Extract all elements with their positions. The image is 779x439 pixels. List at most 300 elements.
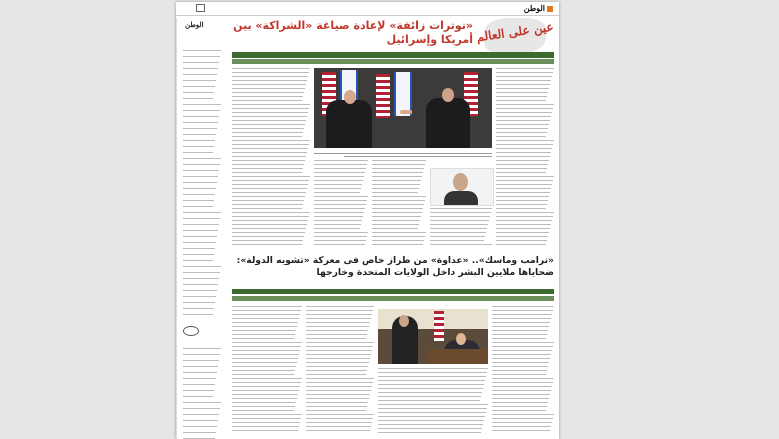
text-line bbox=[232, 120, 306, 121]
text-line bbox=[496, 144, 553, 145]
text-line bbox=[232, 100, 302, 101]
text-line bbox=[314, 192, 360, 193]
text-line bbox=[232, 180, 309, 181]
text-line bbox=[183, 278, 219, 279]
text-line bbox=[232, 330, 296, 331]
text-line bbox=[306, 394, 370, 395]
text-line bbox=[306, 378, 374, 379]
text-line bbox=[372, 188, 419, 189]
text-line bbox=[372, 224, 419, 225]
text-line bbox=[492, 338, 546, 339]
text-line bbox=[496, 88, 549, 89]
text-line bbox=[496, 172, 546, 173]
text-line bbox=[372, 220, 420, 221]
text-line bbox=[232, 326, 297, 327]
text-line bbox=[183, 314, 213, 315]
text-line bbox=[232, 232, 305, 233]
text-line bbox=[183, 122, 218, 123]
text-line bbox=[232, 164, 304, 165]
text-line bbox=[232, 96, 303, 97]
text-line bbox=[372, 204, 424, 205]
text-line bbox=[232, 104, 310, 105]
text-line bbox=[306, 346, 373, 347]
text-line bbox=[232, 342, 302, 343]
text-line bbox=[306, 410, 366, 411]
text-line bbox=[306, 374, 366, 375]
text-line bbox=[492, 394, 550, 395]
text-line bbox=[306, 430, 370, 431]
text-line bbox=[496, 180, 553, 181]
text-line bbox=[232, 418, 301, 419]
text-line bbox=[496, 68, 554, 69]
text-line bbox=[183, 236, 217, 237]
text-line bbox=[496, 168, 547, 169]
text-line bbox=[183, 420, 218, 421]
text-line bbox=[496, 164, 548, 165]
text-line bbox=[232, 204, 303, 205]
text-line bbox=[314, 224, 361, 225]
main-photo bbox=[314, 68, 492, 148]
text-line bbox=[496, 240, 547, 241]
text-line bbox=[314, 212, 364, 213]
text-line bbox=[492, 422, 552, 423]
text-line bbox=[306, 326, 369, 327]
text-line bbox=[492, 326, 549, 327]
text-line bbox=[496, 72, 553, 73]
text-line bbox=[378, 416, 485, 417]
text-line bbox=[372, 164, 425, 165]
text-line bbox=[306, 370, 367, 371]
text-line bbox=[496, 176, 554, 177]
text-line bbox=[378, 428, 482, 429]
text-line bbox=[496, 96, 547, 97]
person-seated-head bbox=[456, 333, 466, 345]
text-line bbox=[496, 128, 548, 129]
text-line bbox=[372, 228, 418, 229]
text-line bbox=[372, 168, 424, 169]
text-line bbox=[183, 290, 217, 291]
text-line bbox=[492, 322, 550, 323]
text-line bbox=[496, 192, 550, 193]
text-line bbox=[378, 424, 483, 425]
text-line bbox=[314, 204, 366, 205]
text-line bbox=[232, 68, 310, 69]
second-headline: «ترامب وماسك».. «عداوة» من طراز خاص فى معركة «تشويه الدولة»: ضحاياها ملايين البشر داخل الولايات المتحدة وخارجها bbox=[236, 255, 554, 278]
text-line bbox=[378, 384, 484, 385]
text-line bbox=[372, 184, 420, 185]
text-line bbox=[183, 152, 213, 153]
us-flag-icon-4 bbox=[434, 311, 444, 341]
text-line bbox=[306, 398, 369, 399]
text-line bbox=[496, 204, 547, 205]
text-line bbox=[232, 184, 308, 185]
text-line bbox=[496, 136, 546, 137]
text-line bbox=[183, 426, 217, 427]
text-line bbox=[492, 398, 549, 399]
text-line bbox=[183, 366, 218, 367]
text-line bbox=[306, 406, 367, 407]
text-line bbox=[306, 382, 373, 383]
text-line bbox=[232, 334, 295, 335]
author-photo bbox=[430, 168, 494, 206]
text-line bbox=[232, 88, 305, 89]
header-page-icon bbox=[196, 4, 205, 12]
page-header bbox=[176, 2, 559, 16]
text-line bbox=[378, 368, 488, 369]
text-line bbox=[306, 338, 366, 339]
text-line bbox=[306, 402, 368, 403]
text-line bbox=[430, 228, 487, 229]
text-line bbox=[183, 414, 219, 415]
text-line bbox=[232, 212, 310, 213]
text-line bbox=[183, 194, 215, 195]
text-line bbox=[183, 68, 218, 69]
text-line bbox=[183, 158, 221, 159]
text-line bbox=[183, 212, 221, 213]
text-line bbox=[232, 378, 302, 379]
text-line bbox=[492, 386, 552, 387]
text-line bbox=[314, 240, 366, 241]
text-line bbox=[496, 184, 552, 185]
text-line bbox=[232, 402, 296, 403]
text-line bbox=[232, 208, 302, 209]
text-line bbox=[496, 160, 549, 161]
second-photo bbox=[378, 309, 488, 364]
text-line bbox=[232, 236, 304, 237]
text-line bbox=[372, 208, 423, 209]
text-line bbox=[183, 140, 215, 141]
text-line bbox=[232, 240, 303, 241]
text-line bbox=[232, 314, 300, 315]
text-line bbox=[232, 374, 294, 375]
text-line bbox=[232, 200, 304, 201]
text-line bbox=[496, 112, 552, 113]
text-line bbox=[183, 308, 214, 309]
text-line bbox=[232, 72, 309, 73]
second-deck-band-2 bbox=[232, 296, 554, 301]
text-line bbox=[378, 372, 487, 373]
text-line bbox=[496, 232, 549, 233]
person-left bbox=[326, 100, 372, 148]
side-column bbox=[176, 18, 227, 439]
text-line bbox=[496, 228, 550, 229]
text-line bbox=[496, 244, 546, 245]
text-line bbox=[496, 208, 546, 209]
text-line bbox=[183, 432, 216, 433]
main-deck-band bbox=[232, 52, 554, 58]
text-line bbox=[183, 134, 216, 135]
text-line bbox=[430, 208, 492, 209]
text-line bbox=[492, 366, 548, 367]
text-line bbox=[430, 244, 492, 245]
text-line bbox=[492, 418, 553, 419]
text-line bbox=[183, 200, 214, 201]
text-line bbox=[183, 348, 221, 349]
text-line bbox=[492, 402, 548, 403]
text-line bbox=[232, 386, 300, 387]
text-line bbox=[183, 272, 220, 273]
text-line bbox=[372, 212, 422, 213]
text-line bbox=[232, 108, 309, 109]
text-line bbox=[314, 196, 368, 197]
text-line bbox=[306, 354, 371, 355]
text-line bbox=[232, 152, 307, 153]
text-line bbox=[496, 120, 550, 121]
text-line bbox=[232, 310, 301, 311]
text-line bbox=[496, 216, 553, 217]
text-line bbox=[306, 310, 373, 311]
text-line bbox=[183, 110, 220, 111]
text-line bbox=[372, 216, 421, 217]
text-line bbox=[183, 176, 218, 177]
text-line bbox=[496, 196, 549, 197]
text-line bbox=[372, 200, 425, 201]
text-line bbox=[314, 232, 368, 233]
text-line bbox=[306, 422, 372, 423]
text-line bbox=[232, 128, 304, 129]
text-line bbox=[492, 354, 551, 355]
text-line bbox=[372, 160, 426, 161]
text-line bbox=[496, 188, 551, 189]
text-line bbox=[306, 318, 371, 319]
text-line bbox=[372, 236, 425, 237]
text-line bbox=[183, 188, 216, 189]
author-photo-body bbox=[444, 191, 478, 206]
text-line bbox=[372, 176, 422, 177]
text-line bbox=[232, 220, 308, 221]
text-line bbox=[232, 144, 309, 145]
text-line bbox=[232, 422, 300, 423]
text-line bbox=[496, 104, 554, 105]
text-line bbox=[314, 168, 366, 169]
text-line bbox=[232, 366, 296, 367]
text-line bbox=[183, 378, 216, 379]
text-line bbox=[496, 108, 553, 109]
text-line bbox=[496, 152, 551, 153]
side-ad-logo-icon bbox=[183, 326, 199, 336]
text-line bbox=[496, 100, 546, 101]
text-line bbox=[183, 104, 221, 105]
text-line bbox=[183, 170, 219, 171]
text-line bbox=[232, 362, 297, 363]
text-line bbox=[183, 164, 220, 165]
text-line bbox=[183, 266, 221, 267]
text-line bbox=[314, 228, 360, 229]
text-line bbox=[306, 314, 372, 315]
text-line bbox=[232, 338, 294, 339]
author-photo-face bbox=[453, 173, 468, 191]
text-line bbox=[183, 182, 217, 183]
text-line bbox=[314, 184, 362, 185]
text-line bbox=[183, 296, 216, 297]
brand-logo-icon bbox=[547, 6, 553, 12]
text-line bbox=[492, 310, 553, 311]
text-line bbox=[496, 80, 551, 81]
text-line bbox=[372, 196, 426, 197]
text-line bbox=[372, 172, 423, 173]
text-line bbox=[183, 408, 220, 409]
text-line bbox=[232, 244, 302, 245]
text-line bbox=[306, 358, 370, 359]
text-line bbox=[232, 148, 308, 149]
text-line bbox=[378, 392, 482, 393]
text-line bbox=[306, 322, 370, 323]
text-line bbox=[232, 346, 301, 347]
text-line bbox=[372, 180, 421, 181]
text-line bbox=[232, 80, 307, 81]
text-line bbox=[232, 160, 305, 161]
text-line bbox=[306, 342, 374, 343]
text-line bbox=[232, 136, 302, 137]
text-line bbox=[232, 168, 303, 169]
main-headline: «توترات زائفة» لإعادة صياغة «الشراكة» بين أمريكا وإسرائيل bbox=[233, 19, 473, 46]
text-line bbox=[378, 404, 488, 405]
text-line bbox=[430, 220, 489, 221]
text-line bbox=[492, 306, 554, 307]
text-line bbox=[496, 92, 548, 93]
text-line bbox=[314, 244, 365, 245]
text-line bbox=[492, 406, 547, 407]
text-line bbox=[183, 62, 219, 63]
text-line bbox=[232, 406, 295, 407]
text-line bbox=[492, 374, 546, 375]
text-line bbox=[183, 360, 219, 361]
text-line bbox=[492, 390, 551, 391]
person-standing-head bbox=[399, 315, 409, 327]
text-line bbox=[496, 116, 551, 117]
text-line bbox=[496, 84, 550, 85]
text-line bbox=[430, 236, 485, 237]
text-line bbox=[314, 176, 364, 177]
text-line bbox=[183, 86, 215, 87]
side-logo: الوطن bbox=[185, 20, 204, 29]
text-line bbox=[232, 350, 300, 351]
text-line bbox=[306, 362, 369, 363]
text-line bbox=[492, 378, 554, 379]
text-line bbox=[430, 232, 486, 233]
text-line bbox=[306, 426, 371, 427]
text-line bbox=[232, 172, 302, 173]
text-line bbox=[183, 98, 213, 99]
text-line bbox=[183, 230, 218, 231]
text-line bbox=[232, 410, 294, 411]
text-line bbox=[496, 220, 552, 221]
text-line bbox=[183, 80, 216, 81]
text-line bbox=[496, 212, 554, 213]
text-line bbox=[183, 390, 214, 391]
text-line bbox=[232, 382, 301, 383]
text-line bbox=[306, 350, 372, 351]
text-line bbox=[183, 248, 215, 249]
text-line bbox=[306, 306, 374, 307]
text-line bbox=[232, 398, 297, 399]
text-line bbox=[306, 366, 368, 367]
text-line bbox=[183, 372, 217, 373]
text-line bbox=[232, 176, 310, 177]
text-line bbox=[183, 92, 214, 93]
text-line bbox=[492, 330, 548, 331]
text-line bbox=[232, 394, 298, 395]
text-line bbox=[496, 140, 554, 141]
text-line bbox=[378, 376, 486, 377]
text-line bbox=[492, 346, 553, 347]
text-line bbox=[232, 306, 302, 307]
text-line bbox=[496, 200, 548, 201]
text-line bbox=[372, 244, 423, 245]
text-line bbox=[314, 164, 367, 165]
section-name: عين على العالم bbox=[475, 19, 555, 45]
text-line bbox=[378, 400, 480, 401]
text-line bbox=[232, 92, 304, 93]
text-line bbox=[492, 314, 552, 315]
text-line bbox=[372, 192, 418, 193]
text-line bbox=[314, 200, 367, 201]
text-line bbox=[232, 318, 299, 319]
text-line bbox=[306, 418, 373, 419]
text-line bbox=[232, 124, 305, 125]
text-line bbox=[378, 432, 481, 433]
second-deck-band bbox=[232, 289, 554, 294]
text-line bbox=[492, 318, 551, 319]
text-line bbox=[183, 260, 213, 261]
text-line bbox=[306, 386, 372, 387]
text-line bbox=[232, 414, 302, 415]
text-line bbox=[183, 242, 216, 243]
text-line bbox=[372, 232, 426, 233]
text-line bbox=[232, 156, 306, 157]
text-line bbox=[183, 224, 219, 225]
text-line bbox=[183, 56, 220, 57]
person-right bbox=[426, 98, 470, 148]
text-line bbox=[183, 302, 215, 303]
text-line bbox=[378, 412, 486, 413]
text-line bbox=[232, 112, 308, 113]
text-line bbox=[232, 228, 306, 229]
text-line bbox=[183, 254, 214, 255]
text-line bbox=[232, 322, 298, 323]
text-line bbox=[496, 156, 550, 157]
text-line bbox=[496, 236, 548, 237]
text-line bbox=[492, 370, 547, 371]
person-right-head bbox=[442, 88, 454, 102]
text-line bbox=[183, 146, 214, 147]
text-line bbox=[372, 240, 424, 241]
text-line bbox=[232, 116, 307, 117]
text-line bbox=[232, 370, 295, 371]
text-line bbox=[492, 342, 554, 343]
text-line bbox=[492, 362, 549, 363]
text-line bbox=[183, 396, 213, 397]
text-line bbox=[232, 224, 307, 225]
text-line bbox=[496, 76, 552, 77]
text-line bbox=[306, 390, 371, 391]
newspaper-page bbox=[176, 2, 559, 439]
text-line bbox=[496, 124, 549, 125]
text-line bbox=[492, 426, 551, 427]
text-line bbox=[378, 380, 485, 381]
text-line bbox=[492, 358, 550, 359]
text-line bbox=[232, 188, 307, 189]
text-line bbox=[314, 172, 365, 173]
text-line bbox=[314, 236, 367, 237]
main-deck-band-2 bbox=[232, 59, 554, 64]
text-line bbox=[232, 358, 298, 359]
text-line bbox=[314, 216, 363, 217]
text-line bbox=[378, 396, 481, 397]
text-line bbox=[314, 180, 363, 181]
resolute-desk bbox=[428, 349, 488, 364]
text-line bbox=[232, 354, 299, 355]
